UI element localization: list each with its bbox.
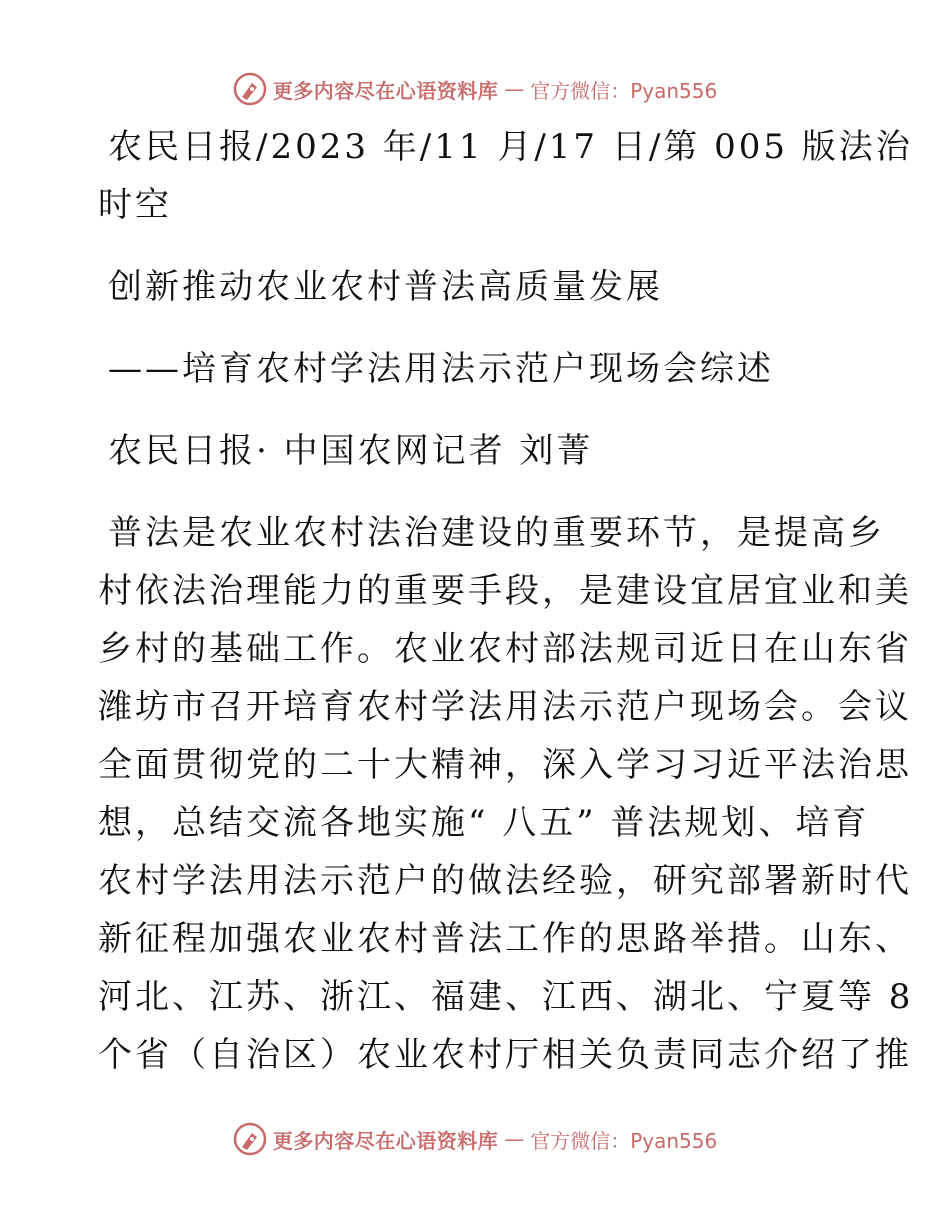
watermark-separator: — [504, 77, 525, 101]
source-line-1: 农民日报/2023 年/11 月/17 日/第 005 版法治 [108, 127, 913, 167]
header-watermark [0, 72, 950, 106]
article-content [98, 118, 914, 1084]
body-line: 乡村的基础工作。农业农村部法规司近日在山东省 [98, 629, 912, 669]
body-line: 村依法治理能力的重要手段，是建设宜居宜业和美 [98, 571, 912, 611]
watermark-contact-text: 官方微信：Pyan556 [530, 1128, 718, 1153]
watermark-brand-text: 更多内容尽在心语资料库 [272, 1128, 499, 1153]
source-line-2: 时空 [98, 185, 172, 225]
footer-watermark [0, 1122, 950, 1156]
pen-nib-logo-icon [233, 72, 267, 106]
body-line: 个省（自治区）农业农村厅相关负责同志介绍了推 [98, 1035, 912, 1075]
watermark-separator: — [504, 1127, 525, 1151]
watermark-brand-text: 更多内容尽在心语资料库 [272, 78, 499, 103]
body-line: 普法是农业农村法治建设的重要环节，是提高乡 [108, 513, 885, 553]
body-line: 潍坊市召开培育农村学法用法示范户现场会。会议 [98, 687, 912, 727]
pen-nib-logo-icon [233, 1122, 267, 1156]
body-line: 农村学法用法示范户的做法经验，研究部署新时代 [98, 861, 912, 901]
article-title: 创新推动农业农村普法高质量发展 [108, 267, 663, 307]
watermark-contact-text: 官方微信：Pyan556 [530, 78, 718, 103]
body-line: 想，总结交流各地实施“ 八五” 普法规划、培育 [98, 803, 870, 843]
article-subtitle: ——培育农村学法用法示范户现场会综述 [108, 349, 774, 389]
article-byline: 农民日报· 中国农网记者 刘菁 [108, 431, 594, 471]
body-line: 新征程加强农业农村普法工作的思路举措。山东、 [98, 919, 912, 959]
body-line: 河北、江苏、浙江、福建、江西、湖北、宁夏等 8 [98, 977, 914, 1017]
article-body [98, 504, 914, 1084]
body-line: 全面贯彻党的二十大精神，深入学习习近平法治思 [98, 745, 912, 785]
